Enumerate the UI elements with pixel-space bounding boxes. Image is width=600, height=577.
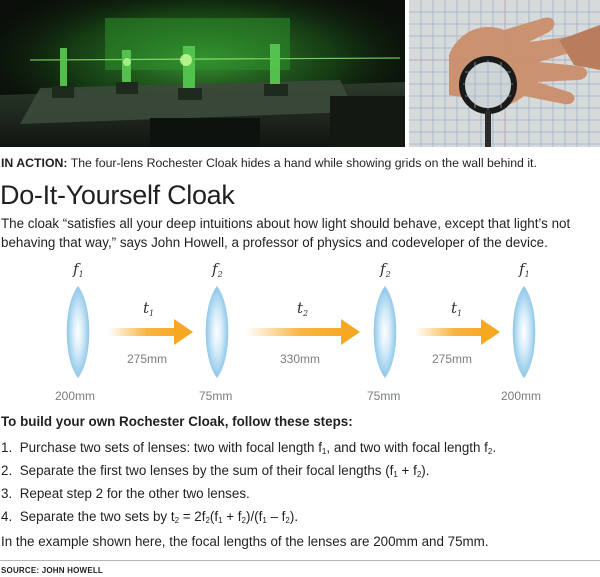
lens-1-label: $f_1$ xyxy=(73,260,84,279)
step-2: 2. Separate the first two lenses by the sum of their focal lengths $(f_1 + f_2)$. xyxy=(1,463,430,479)
lens-4-focal: 200mm xyxy=(501,389,542,403)
arrow-3 xyxy=(415,319,500,345)
arrow-2 xyxy=(246,319,360,345)
gap-2-label: $t_2$ xyxy=(297,299,309,318)
lens-2 xyxy=(199,285,235,379)
source-divider xyxy=(0,560,600,561)
lens-4 xyxy=(506,285,542,379)
headline: Do-It-Yourself Cloak xyxy=(0,180,235,210)
lens-1 xyxy=(60,285,96,379)
lens-diagram xyxy=(0,256,600,406)
closing-note: In the example shown here, the focal lengths of the lenses are 200mm and 75mm. xyxy=(1,534,489,549)
steps-list xyxy=(1,436,599,528)
gap-3-label: $t_1$ xyxy=(451,299,463,318)
gap-3-distance: 275mm xyxy=(432,352,473,366)
step-4: 4. Separate the two sets by $t_2 = 2f_2(f_1 + f_2)/(f_1 - f_2)$. xyxy=(1,509,299,525)
lens-1-focal: 200mm xyxy=(55,389,96,403)
step-3: 3. Repeat step 2 for the other two lenses. xyxy=(1,486,250,501)
caption-lead: IN ACTION: xyxy=(1,156,68,170)
steps-heading: To build your own Rochester Cloak, follow these steps: xyxy=(1,414,353,429)
gap-2-distance: 330mm xyxy=(280,352,321,366)
optics-bench-illustration xyxy=(0,0,405,147)
lab-photo xyxy=(0,0,405,147)
gap-1-distance: 275mm xyxy=(127,352,168,366)
photo-caption xyxy=(1,155,599,171)
lens-3-focal: 75mm xyxy=(367,389,401,403)
arrow-1 xyxy=(108,319,193,345)
intro-paragraph: The cloak “satisfies all your deep intuitions about how light should behave, except that light’s not behaving that way,” says John Howell, a professor of physics and codeveloper of the device. xyxy=(1,216,571,250)
source-credit: SOURCE: JOHN HOWELL xyxy=(1,566,104,575)
lens-3-label: $f_2$ xyxy=(380,260,391,279)
lens-2-focal: 75mm xyxy=(199,389,233,403)
step-1: 1. Purchase two sets of lenses: two with focal length $f_1$, and two with focal length $f_2$. xyxy=(1,440,497,456)
lens-2-label: $f_2$ xyxy=(212,260,223,279)
lens-3 xyxy=(367,285,403,379)
lens-4-label: $f_1$ xyxy=(519,260,530,279)
hand-behind-lens-illustration xyxy=(409,0,600,147)
hand-photo xyxy=(409,0,600,147)
gap-1-label: $t_1$ xyxy=(143,299,155,318)
caption-text: The four-lens Rochester Cloak hides a hand while showing grids on the wall behind it. xyxy=(70,156,537,170)
